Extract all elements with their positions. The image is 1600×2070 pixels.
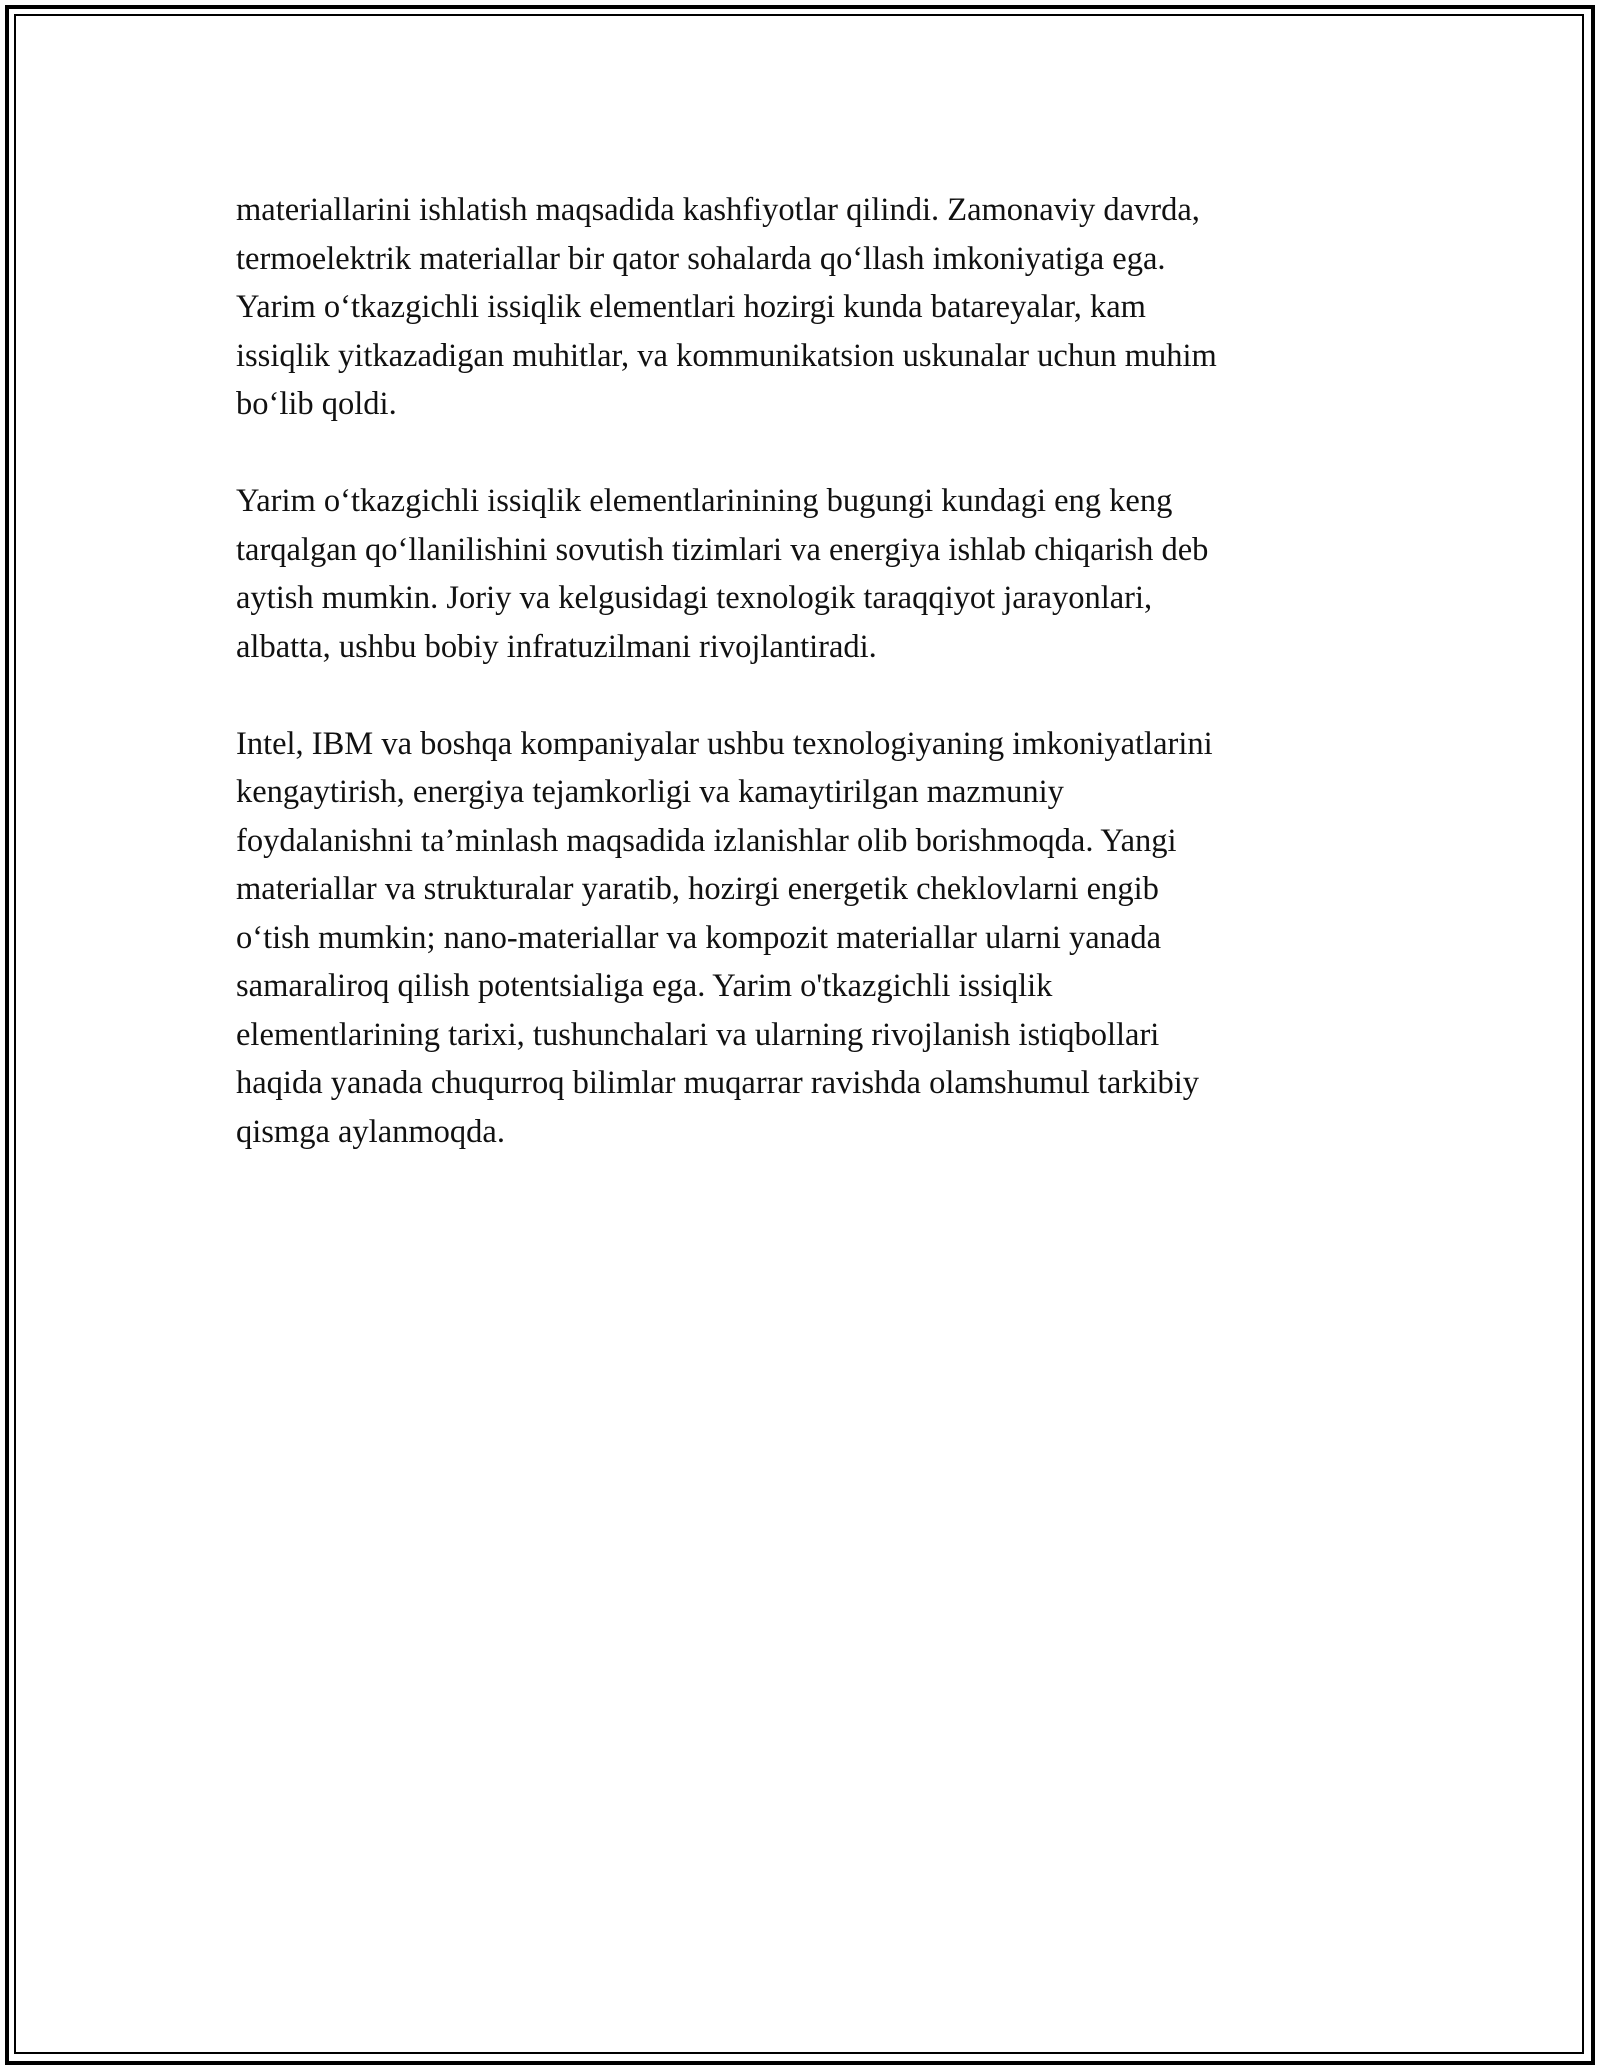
text-line: foydalanishni ta’minlash maqsadida izlanishlar olib borishmoqda. Yangi (236, 822, 1177, 859)
text-line: Yarim o‘tkazgichli issiqlik elementlarinining bugungi kundagi eng keng (236, 483, 1173, 519)
paragraph-2 (236, 477, 1364, 671)
text-line: qismga aylanmoqda. (236, 1113, 505, 1150)
text-line: tarqalgan qo‘llanilishini sovutish tizimlari va energiya ishlab chiqarish deb (236, 531, 1209, 568)
text-line: materiallarini ishlatish maqsadida kashfiyotlar qilindi. Zamonaviy davrda, (236, 192, 1200, 228)
text-line: elementlarining tarixi, tushunchalari va ularning rivojlanish istiqbollari (236, 1016, 1160, 1053)
text-line: o‘tish mumkin; nano-materiallar va kompozit materiallar ularni yanada (236, 919, 1162, 956)
text-line: bo‘lib qoldi. (236, 386, 397, 422)
text-line: aytish mumkin. Joriy va kelgusidagi texnologik taraqqiyot jarayonlari, (236, 580, 1153, 616)
paragraph-1 (236, 186, 1364, 429)
text-line: termoelektrik materiallar bir qator sohalarda qo‘llash imkoniyatiga ega. (236, 240, 1166, 277)
text-line: materiallar va strukturalar yaratib, hozirgi energetik cheklovlarni engib (236, 871, 1159, 907)
text-line: albatta, ushbu bobiy infratuzilmani rivojlantiradi. (236, 628, 877, 665)
text-line: samaraliroq qilish potentsialiga ega. Yarim o'tkazgichli issiqlik (236, 968, 1053, 1004)
text-line: issiqlik yitkazadigan muhitlar, va kommunikatsion uskunalar uchun muhim (236, 337, 1217, 374)
text-line: kengaytirish, energiya tejamkorligi va kamaytirilgan mazmuniy (236, 774, 1064, 810)
paragraph-3 (236, 720, 1364, 1157)
text-line: Intel, IBM va boshqa kompaniyalar ushbu texnologiyaning imkoniyatlarini (236, 725, 1213, 762)
text-line: Yarim o‘tkazgichli issiqlik elementlari hozirgi kunda batareyalar, kam (236, 289, 1146, 325)
document-body (236, 186, 1364, 1205)
text-line: haqida yanada chuqurroq bilimlar muqarrar ravishda olamshumul tarkibiy (236, 1065, 1199, 1101)
